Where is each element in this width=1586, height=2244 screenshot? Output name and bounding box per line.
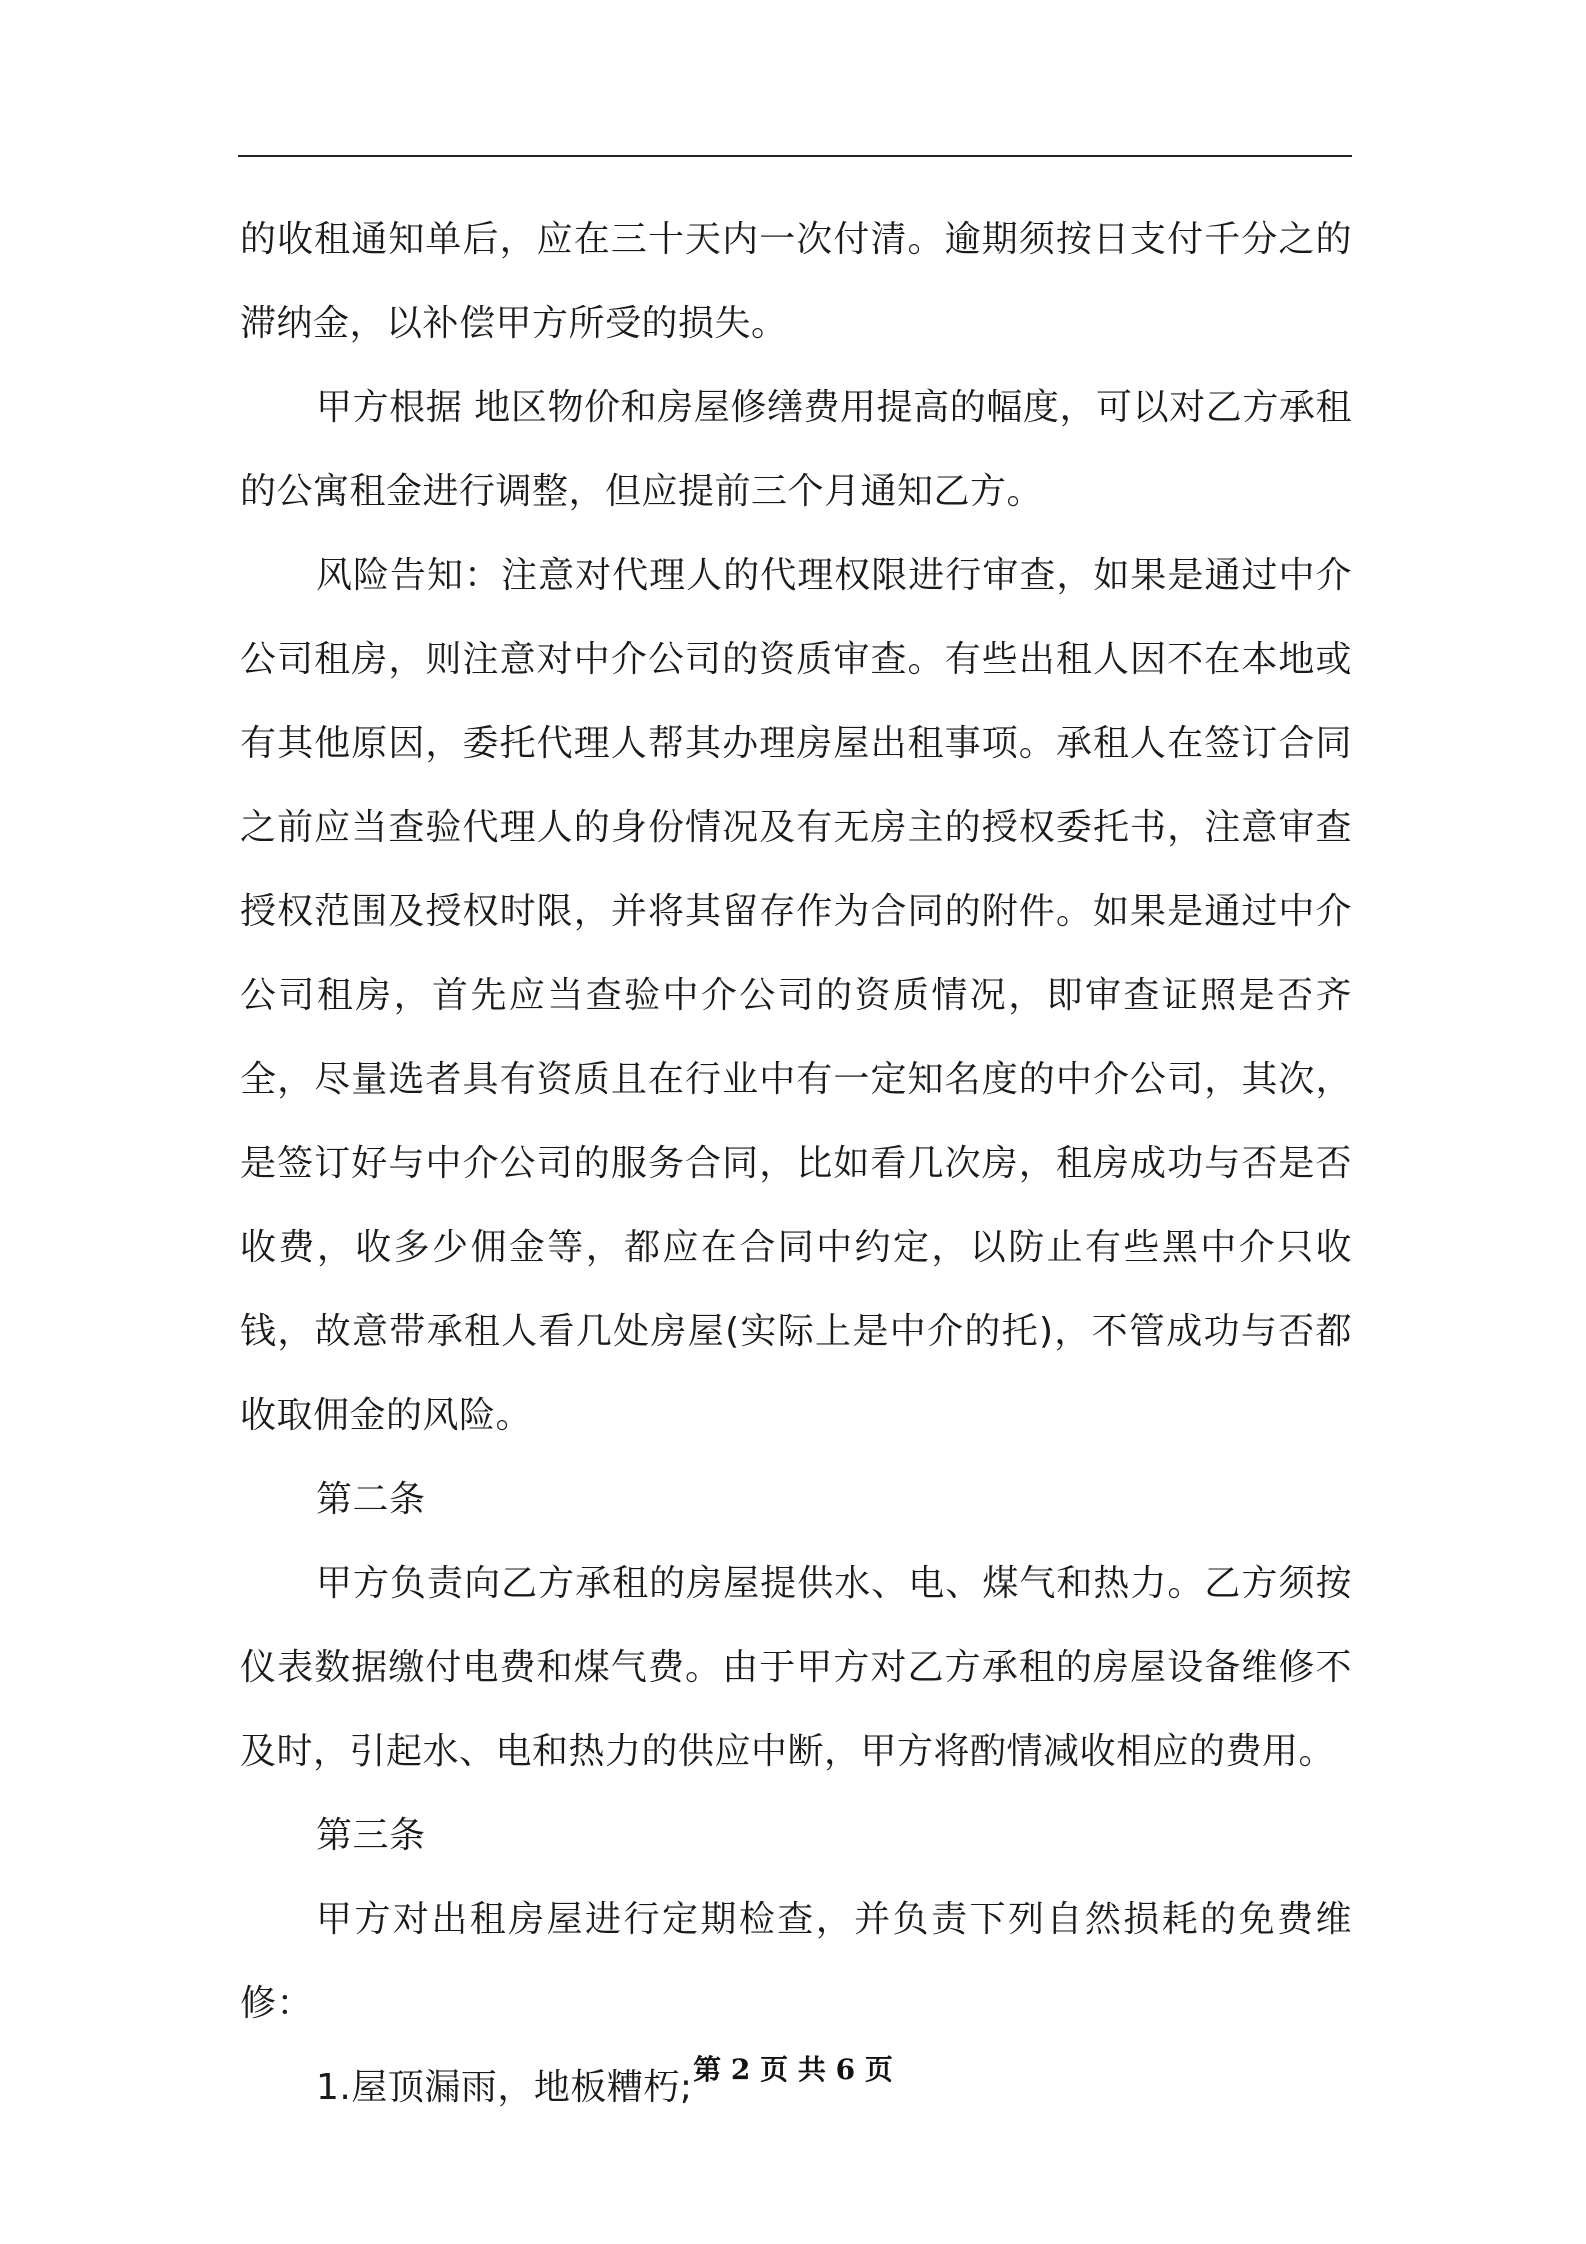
paragraph: 甲方对出租房屋进行定期检查，并负责下列自然损耗的免费维修： [240, 1899, 1352, 2024]
paragraph: 甲方负责向乙方承租的房屋提供水、电、煤气和热力。乙方须按仪表数据缴付电费和煤气费。由于甲方对乙方承租的房屋设备维修不及时，引起水、电和热力的供应中断，甲方将酌情减收相应的费用。 [240, 1563, 1352, 1772]
article-heading: 第三条 [316, 1815, 426, 1856]
header-rule [238, 155, 1352, 157]
paragraph: 甲方根据 地区物价和房屋修缮费用提高的幅度，可以对乙方承租的公寓租金进行调整，但应提前三个月通知乙方。 [240, 387, 1352, 512]
page-number: 第 2 页 共 6 页 [693, 2053, 893, 2086]
article-heading: 第二条 [316, 1479, 426, 1520]
paragraph: 的收租通知单后，应在三十天内一次付清。逾期须按日支付千分之的滞纳金，以补偿甲方所受的损失。 [240, 219, 1352, 344]
list-item: 1.屋顶漏雨，地板糟朽; [316, 2067, 693, 2108]
paragraph: 风险告知：注意对代理人的代理权限进行审查，如果是通过中介公司租房，则注意对中介公司的资质审查。有些出租人因不在本地或有其他原因，委托代理人帮其办理房屋出租事项。承租人在签订合同之前应当查验代理人的身份情况及有无房主的授权委托书，注意审查授权范围及授权时限，并将其留存作为合同的附件。如果是通过中介公司租房，首先应当查验中介公司的资质情况，即审查证照是否齐全，尽量选者具有资质且在行业中有一定知名度的中介公司，其次，是签订好与中介公司的服务合同，比如看几次房，租房成功与否是否收费，收多少佣金等，都应在合同中约定，以防止有些黑中介只收钱，故意带承租人看几处房屋(实际上是中介的托)，不管成功与否都收取佣金的风险。 [240, 555, 1352, 1436]
document-body [240, 198, 1352, 2130]
